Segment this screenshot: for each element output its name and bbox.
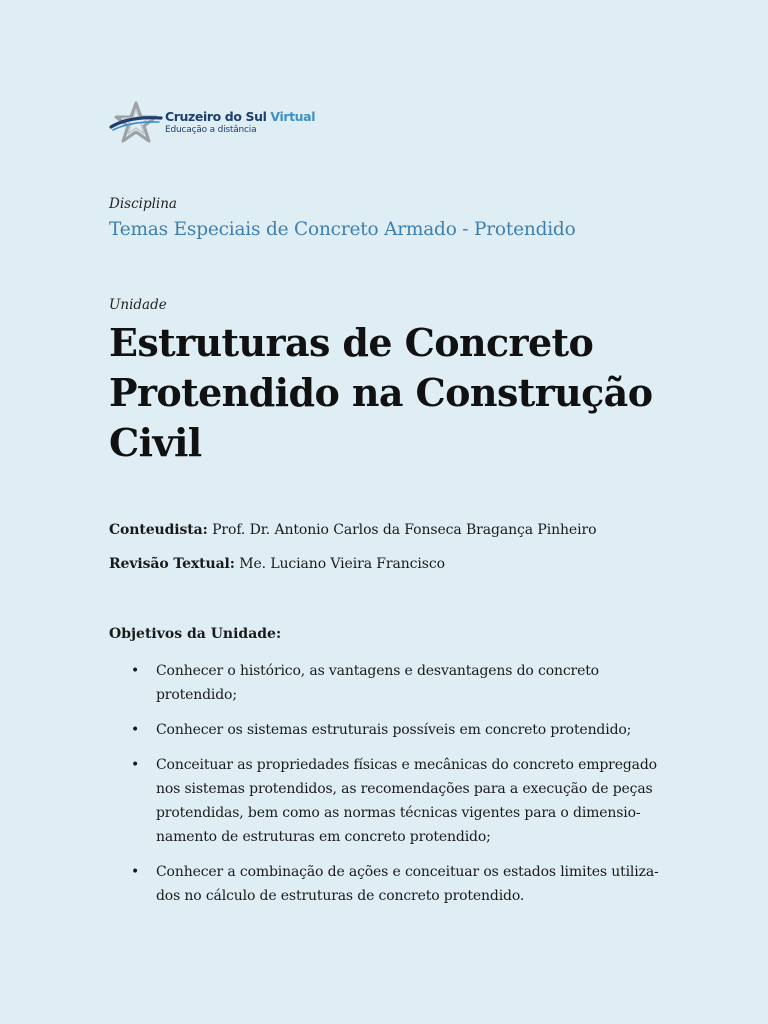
unit-title-line: Civil — [109, 420, 202, 465]
objective-item — [109, 718, 669, 742]
objective-line: Conhecer a combinação de ações e conceituar os estados limites utiliza- — [156, 864, 659, 880]
review-label: Revisão Textual: — [109, 556, 235, 572]
author-name: Prof. Dr. Antonio Carlos da Fonseca Bragança Pinheiro — [212, 522, 597, 538]
objective-item — [109, 659, 669, 707]
unit-title-line: Estruturas de Concreto — [109, 320, 594, 365]
objective-item — [109, 860, 669, 908]
objective-item — [109, 753, 669, 849]
author-credit — [109, 522, 596, 538]
bullet-icon: • — [131, 864, 140, 880]
objective-line: nos sistemas protendidos, as recomendações para a execução de peças — [156, 781, 653, 797]
author-label: Conteudista: — [109, 522, 208, 538]
objective-line: Conhecer o histórico, as vantagens e desvantagens do concreto protendido; — [156, 663, 599, 703]
bullet-icon: • — [131, 663, 140, 679]
objective-line: Conceituar as propriedades físicas e mecânicas do concreto empregado — [156, 757, 657, 773]
unit-title-line: Protendido na Construção — [109, 370, 653, 415]
star-logo-icon — [109, 100, 163, 146]
objective-line: protendidas, bem como as normas técnicas vigentes para o dimensio- — [156, 805, 641, 821]
unit-label: Unidade — [109, 297, 167, 313]
brand-tagline: Educação a distância — [165, 124, 257, 135]
discipline-label: Disciplina — [109, 196, 177, 212]
brand-name: Cruzeiro do Sul Virtual — [165, 109, 316, 125]
objective-line: namento de estruturas em concreto protendido; — [156, 829, 491, 845]
bullet-icon: • — [131, 722, 140, 738]
objectives-heading: Objetivos da Unidade: — [109, 626, 282, 642]
objective-line: dos no cálculo de estruturas de concreto protendido. — [156, 888, 525, 904]
objective-line: Conhecer os sistemas estruturais possíveis em concreto protendido; — [156, 722, 632, 738]
reviewer-name: Me. Luciano Vieira Francisco — [239, 556, 445, 572]
review-credit — [109, 556, 445, 572]
institution-logo — [109, 100, 315, 146]
unit-title — [109, 318, 709, 468]
objectives-list — [109, 659, 669, 919]
discipline-title: Temas Especiais de Concreto Armado - Protendido — [109, 219, 576, 240]
bullet-icon: • — [131, 757, 140, 773]
